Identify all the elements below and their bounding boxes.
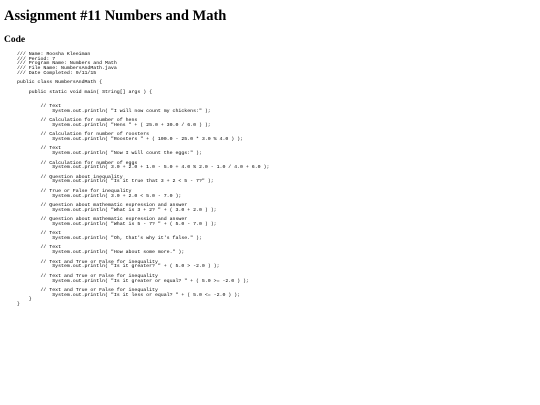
code-line: // Text [17, 103, 62, 109]
code-line: System.out.println( "Roosters " + ( 100.0 - 25.0 * 3.0 % 4.0 ) ); [17, 136, 243, 142]
code-line: // Calculation for number of eggs [17, 160, 138, 166]
code-line: public static void main( String[] args ) { [17, 89, 153, 95]
code-line: System.out.println( "Is it greater? " + ( 5.0 > -2.0 ) ); [17, 264, 220, 270]
code-line: /// Date Completed: 9/11/15 [17, 70, 97, 76]
code-line: System.out.println( "What is 5 - 7? " + ( 5.0 - 7.0 ) ); [17, 221, 217, 227]
code-line: public class NumbersAndMath { [17, 80, 103, 86]
code-line: System.out.println( "How about some more." ); [17, 250, 185, 256]
code-line: /// Period: 7 [17, 56, 56, 62]
code-line: // Calculation for number of roosters [17, 132, 150, 138]
code-line: // Text [17, 146, 62, 152]
code-line: } [17, 297, 32, 303]
code-line: /// Program Name: Numbers and Math [17, 61, 117, 67]
code-line: System.out.println( "Is it true that 3 + 2 < 5 - 7?" ); [17, 179, 214, 185]
code-line: // Question about mathematic expression and answer [17, 217, 188, 223]
code-line: System.out.println( 3.0 + 2.0 < 5.0 - 7.0 ); [17, 193, 182, 199]
code-line: // True or False for inequality [17, 188, 132, 194]
code-line: System.out.println( "I will now count my chickens:" ); [17, 108, 211, 114]
code-line: /// Name: Roosha Kleeiman [17, 52, 91, 57]
code-line: System.out.println( "Oh, that's why it's false." ); [17, 236, 202, 242]
page-title: Assignment #11 Numbers and Math [4, 8, 227, 24]
code-line: // Text and True or False for inequality [17, 273, 158, 279]
code-line: System.out.println( "Is it greater or equal? " + ( 5.0 >= -2.0 ) ); [17, 278, 249, 284]
code-line: System.out.println( "Hens " + ( 25.0 + 30.0 / 6.0 ) ); [17, 122, 211, 128]
code-line: // Text [17, 245, 62, 251]
code-line: System.out.println( "Now I will count the eggs:" ); [17, 151, 202, 157]
code-line: // Text and True or False for inequality [17, 259, 158, 265]
code-line: System.out.println( 3.0 + 2.0 + 1.0 - 5.0 + 4.0 % 2.0 - 1.0 / 4.0 + 6.0 ); [17, 165, 270, 171]
section-heading-code: Code [4, 35, 26, 45]
code-line: // Question about inequality [17, 174, 123, 180]
code-block [17, 53, 269, 308]
code-line: System.out.println( "Is it less or equal? " + ( 5.0 <= -2.0 ) ); [17, 292, 241, 298]
code-line: /// File Name: NumbersAndMath.java [17, 66, 117, 72]
code-line: System.out.println( "What is 3 + 2? " + ( 3.0 + 2.0 ) ); [17, 207, 217, 213]
code-line: // Calculation for number of hens [17, 118, 138, 124]
code-line: // Text [17, 231, 62, 237]
code-line: // Text and True or False for inequality [17, 287, 158, 293]
code-line: } [17, 302, 20, 308]
code-line: // Question about mathematic expression and answer [17, 203, 188, 208]
